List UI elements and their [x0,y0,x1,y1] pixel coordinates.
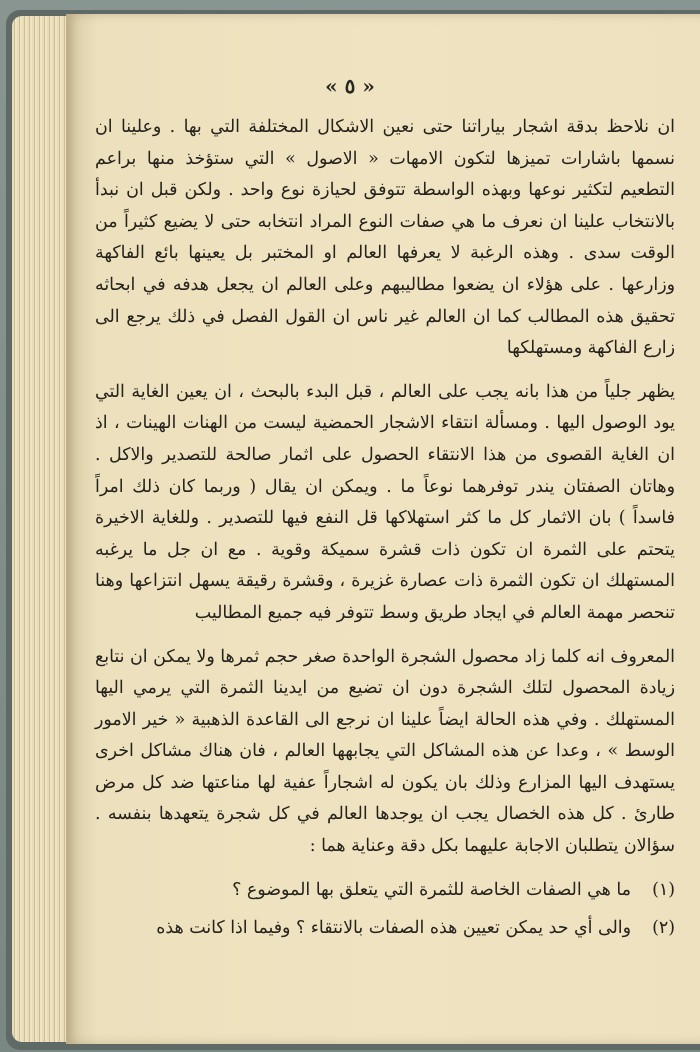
page-text [95,112,675,947]
paragraph-2: يظهر جلياً من هذا بانه يجب على العالم ، قبل البدء بالبحث ، ان يعين الغاية التي يود الوصول اليها . ومسألة انتقاء الاشجار الحمضية ليست من الهنات الهينات ، اذ ان الغاية القصوى من هذا الانتقاء الحصول على اثمار صالحة للتصدير والاكل . وهاتان الصفتان يندر توفرهما نوعاً ما . ويمكن ان يقال ( وربما كان ذلك امراً فاسداً ) بان الاثمار كل ما كثر استهلاكها قل النفع فيها للتصدير . وللغاية الاخيرة يتحتم على الثمرة ان تكون ذات قشرة سميكة وقوية . مع ان جل ما يرغبه المستهلك ان تكون الثمرة ذات عصارة غزيرة ، وقشرة رقيقة يسهل انتزاعها وهنا تنحصر مهمة العالم في ايجاد طريق وسط تتوفر فيه جميع المطاليب [95,381,675,623]
paragraph-3: المعروف انه كلما زاد محصول الشجرة الواحدة صغر حجم ثمرها ولا يمكن ان نتابع زيادة المحصول لتلك الشجرة دون ان تضيع من ايدينا الثمرة التي يرمي اليها المستهلك . وفي هذه الحالة ايضاً علينا ان نرجع الى القاعدة الذهبية « خير الامور الوسط » ، وعدا عن هذه المشاكل التي يجابهها العالم ، فان هناك مشاكل اخرى يستهدف اليها المزارع وذلك بان يكون له اشجاراً عفية لها مناعتها ضد كل مرض طارئ . كل هذه الخصال يجب ان يوجدها العالم في كل شجرة يتعهدها بنفسه . سؤالان يتطلبان الاجابة عليهما بكل دقة وعناية هما : [95,646,675,857]
question-item [95,871,675,909]
questions-list [95,871,675,947]
question-number: (١) [652,879,675,900]
page-number: « ٥ » [325,74,375,98]
paragraph-1: ان نلاحظ بدقة اشجار بياراتنا حتى نعين الاشكال المختلفة التي بها . وعلينا ان نسمها باشارات تميزها لتكون الامهات « الاصول » التي ستؤخذ منها براعم التطعيم لتكثير نوعها وبهذه الواسطة تتوفق لحيازة نوع واحد . ولكن قبل ان نبدأ بالانتخاب علينا ان نعرف ما هي صفات النوع المراد انتخابه حتى لا يضيع كثيراً من الوقت سدى . وهذه الرغبة لا يعرفها العالم او المختبر بل يعينها بائع الفاكهة وزارعها . على هؤلاء ان يضعوا مطاليبهم وعلى العالم ان يجعل هدفه في ابحاثه تحقيق هذه المطالب كما ان العالم غير ناس ان القول الفصل في ذلك يرجع الى زارع الفاكهة ومستهلكها [95,117,675,359]
question-text: ما هي الصفات الخاصة للثمرة التي يتعلق بها الموضوع ؟ [232,879,631,900]
question-item [95,909,675,947]
question-text: والى أي حد يمكن تعيين هذه الصفات بالانتقاء ؟ وفيما اذا كانت هذه [156,917,631,938]
question-number: (٢) [652,917,675,938]
